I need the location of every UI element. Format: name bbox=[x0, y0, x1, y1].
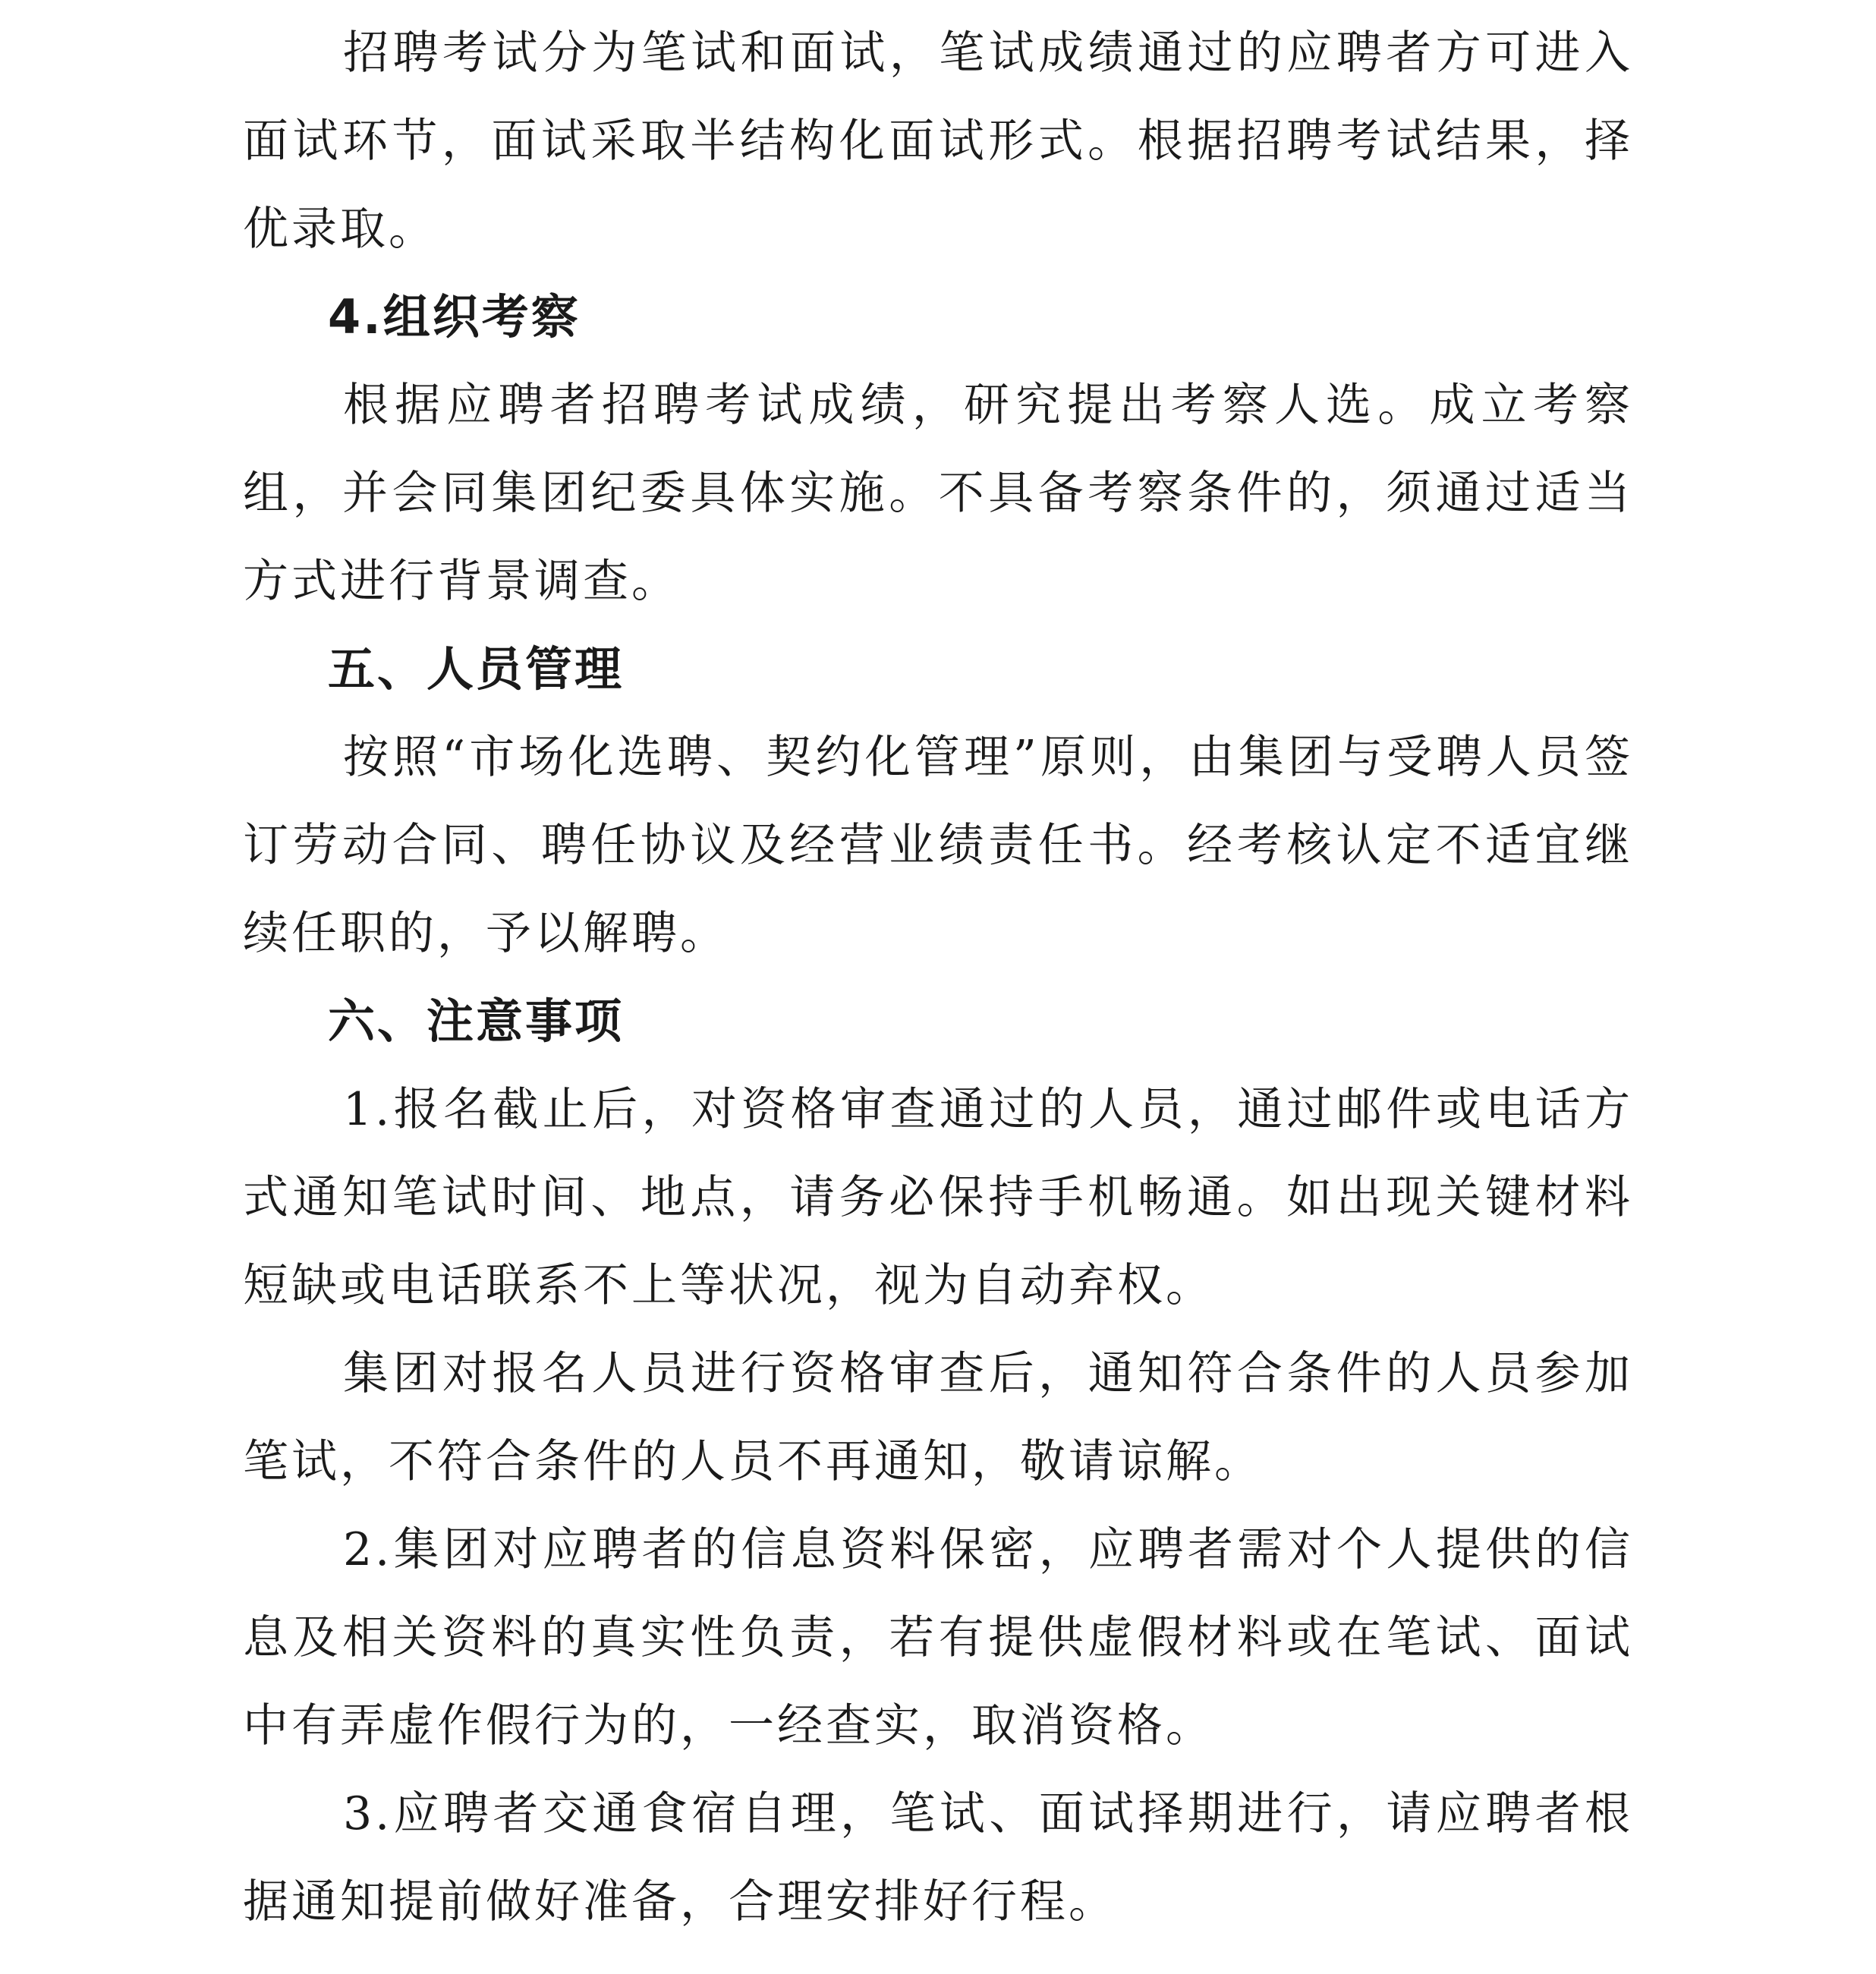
paragraph-note-1 bbox=[243, 1066, 1633, 1330]
paragraph-text: 3.应聘者交通食宿自理，笔试、面试择期进行，请应聘者根据通知提前做好准备，合理安排好行程。 bbox=[243, 1787, 1633, 1928]
paragraph-text: 根据应聘者招聘考试成绩，研究提出考察人选。成立考察组，并会同集团纪委具体实施。不具备考察条件的，须通过适当方式进行背景调查。 bbox=[243, 379, 1633, 608]
paragraph-text: 1.报名截止后，对资格审查通过的人员，通过邮件或电话方式通知笔试时间、地点，请务必保持手机畅通。如出现关键材料短缺或电话联系不上等状况，视为自动弃权。 bbox=[243, 1083, 1633, 1312]
section-heading: 4.组织考察 bbox=[328, 289, 581, 345]
paragraph-inspection bbox=[243, 361, 1633, 625]
paragraph-note-1-supplement bbox=[243, 1330, 1633, 1506]
paragraph-text: 按照“市场化选聘、契约化管理”原则，由集团与受聘人员签订劳动合同、聘任协议及经营业绩责任书。经考核认定不适宜继续任职的，予以解聘。 bbox=[243, 731, 1633, 960]
heading-organize-inspection bbox=[243, 273, 1633, 361]
paragraph-exam-format bbox=[243, 9, 1633, 273]
paragraph-personnel bbox=[243, 713, 1633, 978]
section-heading: 五、人员管理 bbox=[328, 641, 625, 697]
heading-personnel-management bbox=[243, 625, 1633, 713]
section-heading: 六、注意事项 bbox=[328, 993, 625, 1049]
paragraph-text: 集团对报名人员进行资格审查后，通知符合条件的人员参加笔试，不符合条件的人员不再通知，敬请谅解。 bbox=[243, 1347, 1633, 1488]
paragraph-text: 招聘考试分为笔试和面试，笔试成绩通过的应聘者方可进入面试环节，面试采取半结构化面试形式。根据招聘考试结果，择优录取。 bbox=[243, 27, 1633, 256]
heading-notes bbox=[243, 978, 1633, 1066]
paragraph-note-3 bbox=[243, 1770, 1633, 1946]
paragraph-note-2 bbox=[243, 1506, 1633, 1770]
paragraph-text: 2.集团对应聘者的信息资料保密，应聘者需对个人提供的信息及相关资料的真实性负责，若有提供虚假材料或在笔试、面试中有弄虚作假行为的，一经查实，取消资格。 bbox=[243, 1523, 1633, 1752]
